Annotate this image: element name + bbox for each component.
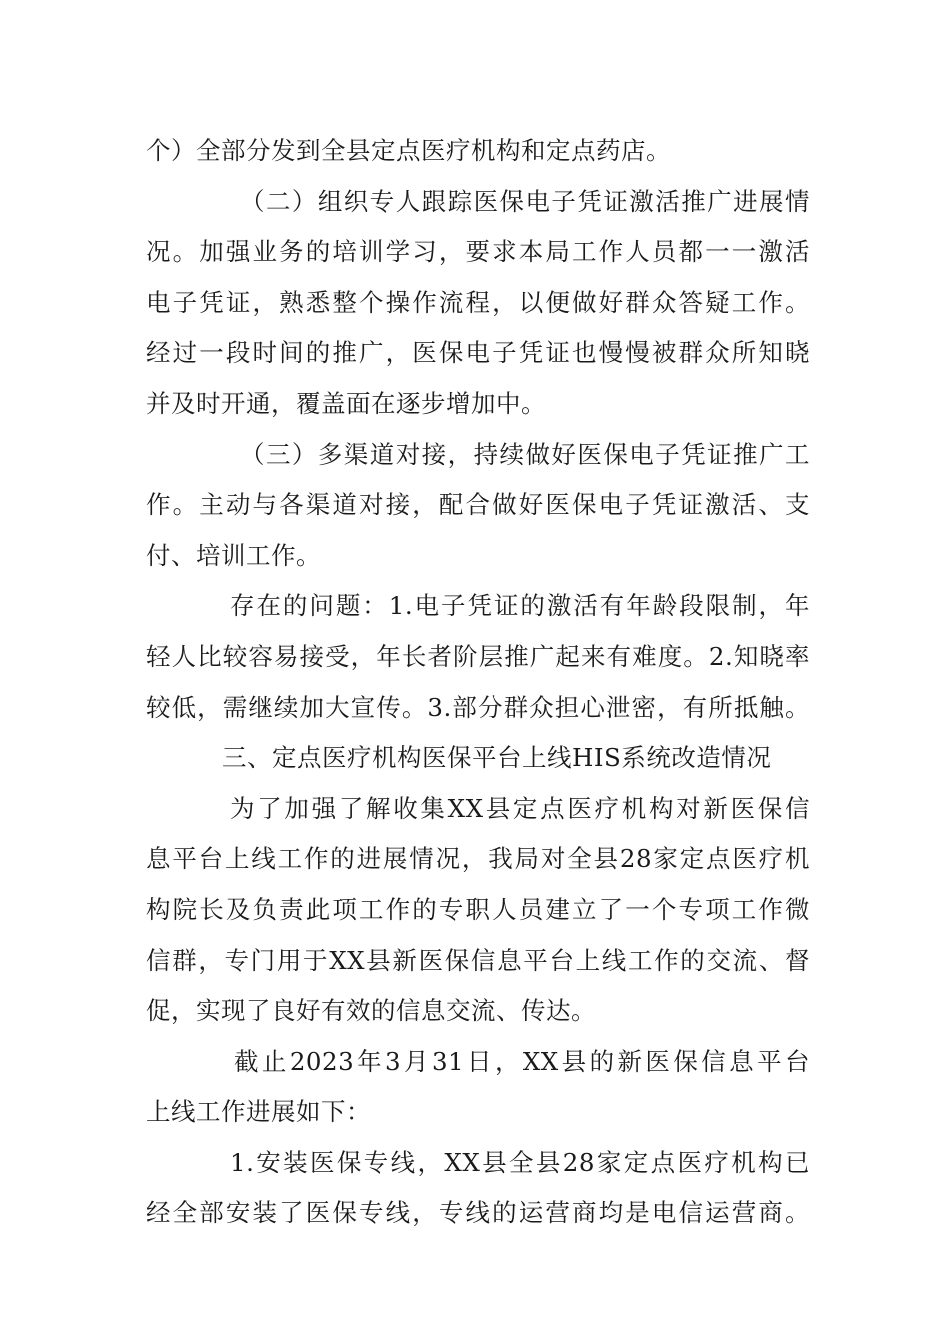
paragraph-first-line: 1.安装医保专线，XX县全县28家定点医疗机构已: [230, 1147, 810, 1177]
text-line: 经过一段时间的推广，医保电子凭证也慢慢被群众所知晓: [146, 338, 810, 368]
paragraph-heading-line: （三）多渠道对接，持续做好医保电子凭证推广工: [240, 439, 810, 469]
text-line: 付、培训工作。: [146, 540, 321, 570]
paragraph-heading-line: （二）组织专人跟踪医保电子凭证激活推广进展情: [240, 186, 810, 216]
text-line: 个）全部分发到全县定点医疗机构和定点药店。: [146, 136, 671, 165]
section-heading: 三、定点医疗机构医保平台上线HIS系统改造情况: [222, 743, 772, 773]
document-body: [146, 126, 810, 1239]
text-line: 构院长及负责此项工作的专职人员建立了一个专项工作微: [146, 894, 810, 924]
text-line: 上线工作进展如下：: [146, 1097, 371, 1127]
text-line: 轻人比较容易接受，年长者阶层推广起来有难度。2.知晓率: [146, 641, 810, 671]
text-line: 较低，需继续加大宣传。3.部分群众担心泄密，有所抵触。: [146, 692, 810, 722]
text-line: 作。主动与各渠道对接，配合做好医保电子凭证激活、支: [146, 490, 810, 520]
text-line: 况。加强业务的培训学习，要求本局工作人员都一一激活: [146, 237, 810, 267]
paragraph-first-line: 截止2023年3月31日，XX县的新医保信息平台: [234, 1046, 810, 1076]
text-line: 电子凭证，熟悉整个操作流程，以便做好群众答疑工作。: [146, 287, 810, 317]
text-line: 促，实现了良好有效的信息交流、传达。: [146, 996, 596, 1026]
text-line: 并及时开通，覆盖面在逐步增加中。: [146, 388, 546, 418]
paragraph-first-line: 为了加强了解收集XX县定点医疗机构对新医保信: [230, 793, 810, 823]
paragraph-first-line: 存在的问题：1.电子凭证的激活有年龄段限制，年: [230, 591, 810, 621]
text-line: 经全部安装了医保专线，专线的运营商均是电信运营商。: [146, 1198, 810, 1228]
text-line: 信群，专门用于XX县新医保信息平台上线工作的交流、督: [146, 945, 810, 975]
text-line: 息平台上线工作的进展情况，我局对全县28家定点医疗机: [146, 844, 810, 874]
